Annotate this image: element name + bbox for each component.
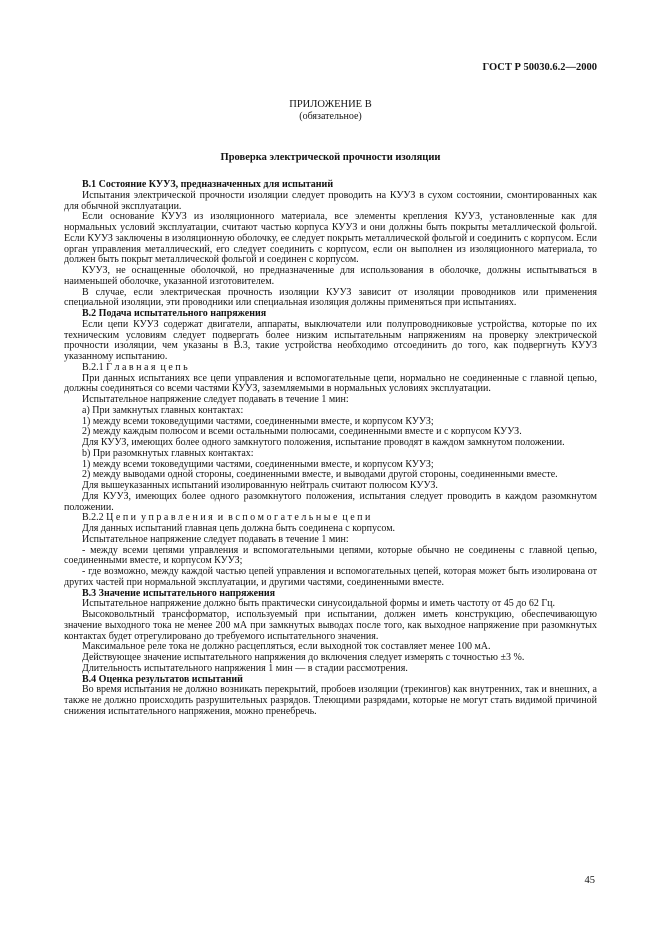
paragraph: Испытательное напряжение должно быть практически синусоидальной формы и иметь частоту от 45 до 62 Гц. xyxy=(82,598,555,610)
appendix-type: (обязательное) xyxy=(299,111,362,122)
subsection-heading: В.2.1 Г л а в н а я ц е п ь xyxy=(82,361,188,373)
paragraph: 2) между каждым полюсом и всеми остальными полюсами, соединенными вместе и с корпусом КУУЗ. xyxy=(82,426,522,438)
section-title: Проверка электрической прочности изоляции xyxy=(220,152,441,163)
paragraph: Во время испытания не должно возникать перекрытий, пробоев изоляции (трекингов) как внутренних, так и внешних, а также не должно происходить разрушительных разрядов. Тлеющими разрядами, которые не могут стать видимой причиной снижения испытательного напряжения, можно пренебречь. xyxy=(64,684,597,717)
paragraph: Испытания электрической прочности изоляции следует проводить на КУУЗ в сухом состоянии, смонтированных как для обычной эксплуатации. xyxy=(64,189,597,212)
paragraph: Для данных испытаний главная цепь должна быть соединена с корпусом. xyxy=(82,523,396,534)
section-heading: В.3 Значение испытательного напряжения xyxy=(82,587,276,599)
subsection-heading: В.2.2 Ц е п и у п р а в л е н и я и в с п о м о г а т е л ь н ы е ц е п и xyxy=(82,512,371,524)
paragraph: КУУЗ, не оснащенные оболочкой, но предназначенные для использования в оболочке, должны испытываться в наименьшей оболочке, указанной изготовителем. xyxy=(64,265,597,287)
appendix-label: ПРИЛОЖЕНИЕ В xyxy=(289,99,372,110)
body-content xyxy=(64,180,597,718)
paragraph: Максимальное реле тока не должно расцепляться, если выходной ток составляет менее 100 мА. xyxy=(82,641,491,653)
paragraph: 1) между всеми токоведущими частями, соединенными вместе, и корпусом КУУЗ; xyxy=(82,415,434,427)
paragraph: Если цепи КУУЗ содержат двигатели, аппараты, выключатели или полупроводниковые устройства, которые по их техническим условиям следует подвергать более низким испытательным напряжениям на проверку электрической прочности изоляции, чем указаны в В.3, такие устройства необходимо отсоединить до того, как подвергнуть КУУЗ указанному испытанию. xyxy=(64,318,597,362)
paragraph: 2) между выводами одной стороны, соединенными вместе, и выводами другой стороны, соединенными вместе. xyxy=(82,469,558,481)
paragraph: Испытательное напряжение следует подавать в течение 1 мин: xyxy=(82,533,349,545)
paragraph: Длительность испытательного напряжения 1 мин — в стадии рассмотрения. xyxy=(82,662,408,674)
page-number: 45 xyxy=(584,875,595,886)
paragraph: Для вышеуказанных испытаний изолированную нейтраль считают полюсом КУУЗ. xyxy=(82,480,438,491)
section-heading: В.1 Состояние КУУЗ, предназначенных для испытаний xyxy=(82,179,334,190)
paragraph: Если основание КУУЗ из изоляционного материала, все элементы крепления КУУЗ, установленные как для нормальных условий эксплуатации, считают частью корпуса КУУЗ и они должны быть покрыты металлической фольгой. Если КУУЗ заключены в изоляционную оболочку, ее следует покрыть металлической фольгой и соединить с корпусом. Если орган управления металлический, его следует соединить с корпусом, если он выполнен из изоляционного материала, то должен быть покрыт металлической фольгой и соединен с корпусом. xyxy=(64,211,597,266)
section-heading: В.2 Подача испытательного напряжения xyxy=(82,308,267,319)
document-number: ГОСТ Р 50030.6.2—2000 xyxy=(482,62,597,73)
paragraph: В случае, если электрическая прочность изоляции КУУЗ зависит от изоляции проводников или применения специальной изоляции, эти проводники или специальная изоляция должны применяться при испытаниях. xyxy=(64,286,597,309)
paragraph: - где возможно, между каждой частью цепей управления и вспомогательных цепей, которая может быть изолирована от других частей при нормальной эксплуатации, и другими частями, соединенными вместе. xyxy=(64,566,597,588)
paragraph: 1) между всеми токоведущими частями, соединенными вместе, и корпусом КУУЗ; xyxy=(82,458,434,470)
paragraph: Для КУУЗ, имеющих более одного замкнутого положения, испытание проводят в каждом замкнутом положении. xyxy=(82,437,565,448)
paragraph: - между всеми цепями управления и вспомогательными цепями, которые обычно не соединены с главной цепью, соединенными вместе, и корпусом КУУЗ; xyxy=(64,544,597,567)
section-heading: В.4 Оценка результатов испытаний xyxy=(82,673,243,685)
paragraph: а) При замкнутых главных контактах: xyxy=(82,404,244,416)
paragraph: Действующее значение испытательного напряжения до включения следует измерять с точностью ±3 %. xyxy=(82,652,525,663)
paragraph: Для КУУЗ, имеющих более одного разомкнутого положения, испытания следует проводить в каждом разомкнутом положении. xyxy=(64,490,597,513)
paragraph: Испытательное напряжение следует подавать в течение 1 мин: xyxy=(82,394,349,405)
paragraph: При данных испытаниях все цепи управления и вспомогательные цепи, нормально не соединенные с главной цепью, должны соединяться со всеми частями КУУЗ, заземляемыми в нормальных условиях эксплуатации. xyxy=(64,372,597,395)
paragraph: b) При разомкнутых главных контактах: xyxy=(82,447,254,459)
paragraph: Высоковольтный трансформатор, используемый при испытании, должен иметь конструкцию, обеспечивающую значение выходного тока не менее 200 мА при замкнутых выводах после того, как выходное напряжение при разомкнутых контактах будет отрегулировано до требуемого испытательного значения. xyxy=(64,609,597,642)
